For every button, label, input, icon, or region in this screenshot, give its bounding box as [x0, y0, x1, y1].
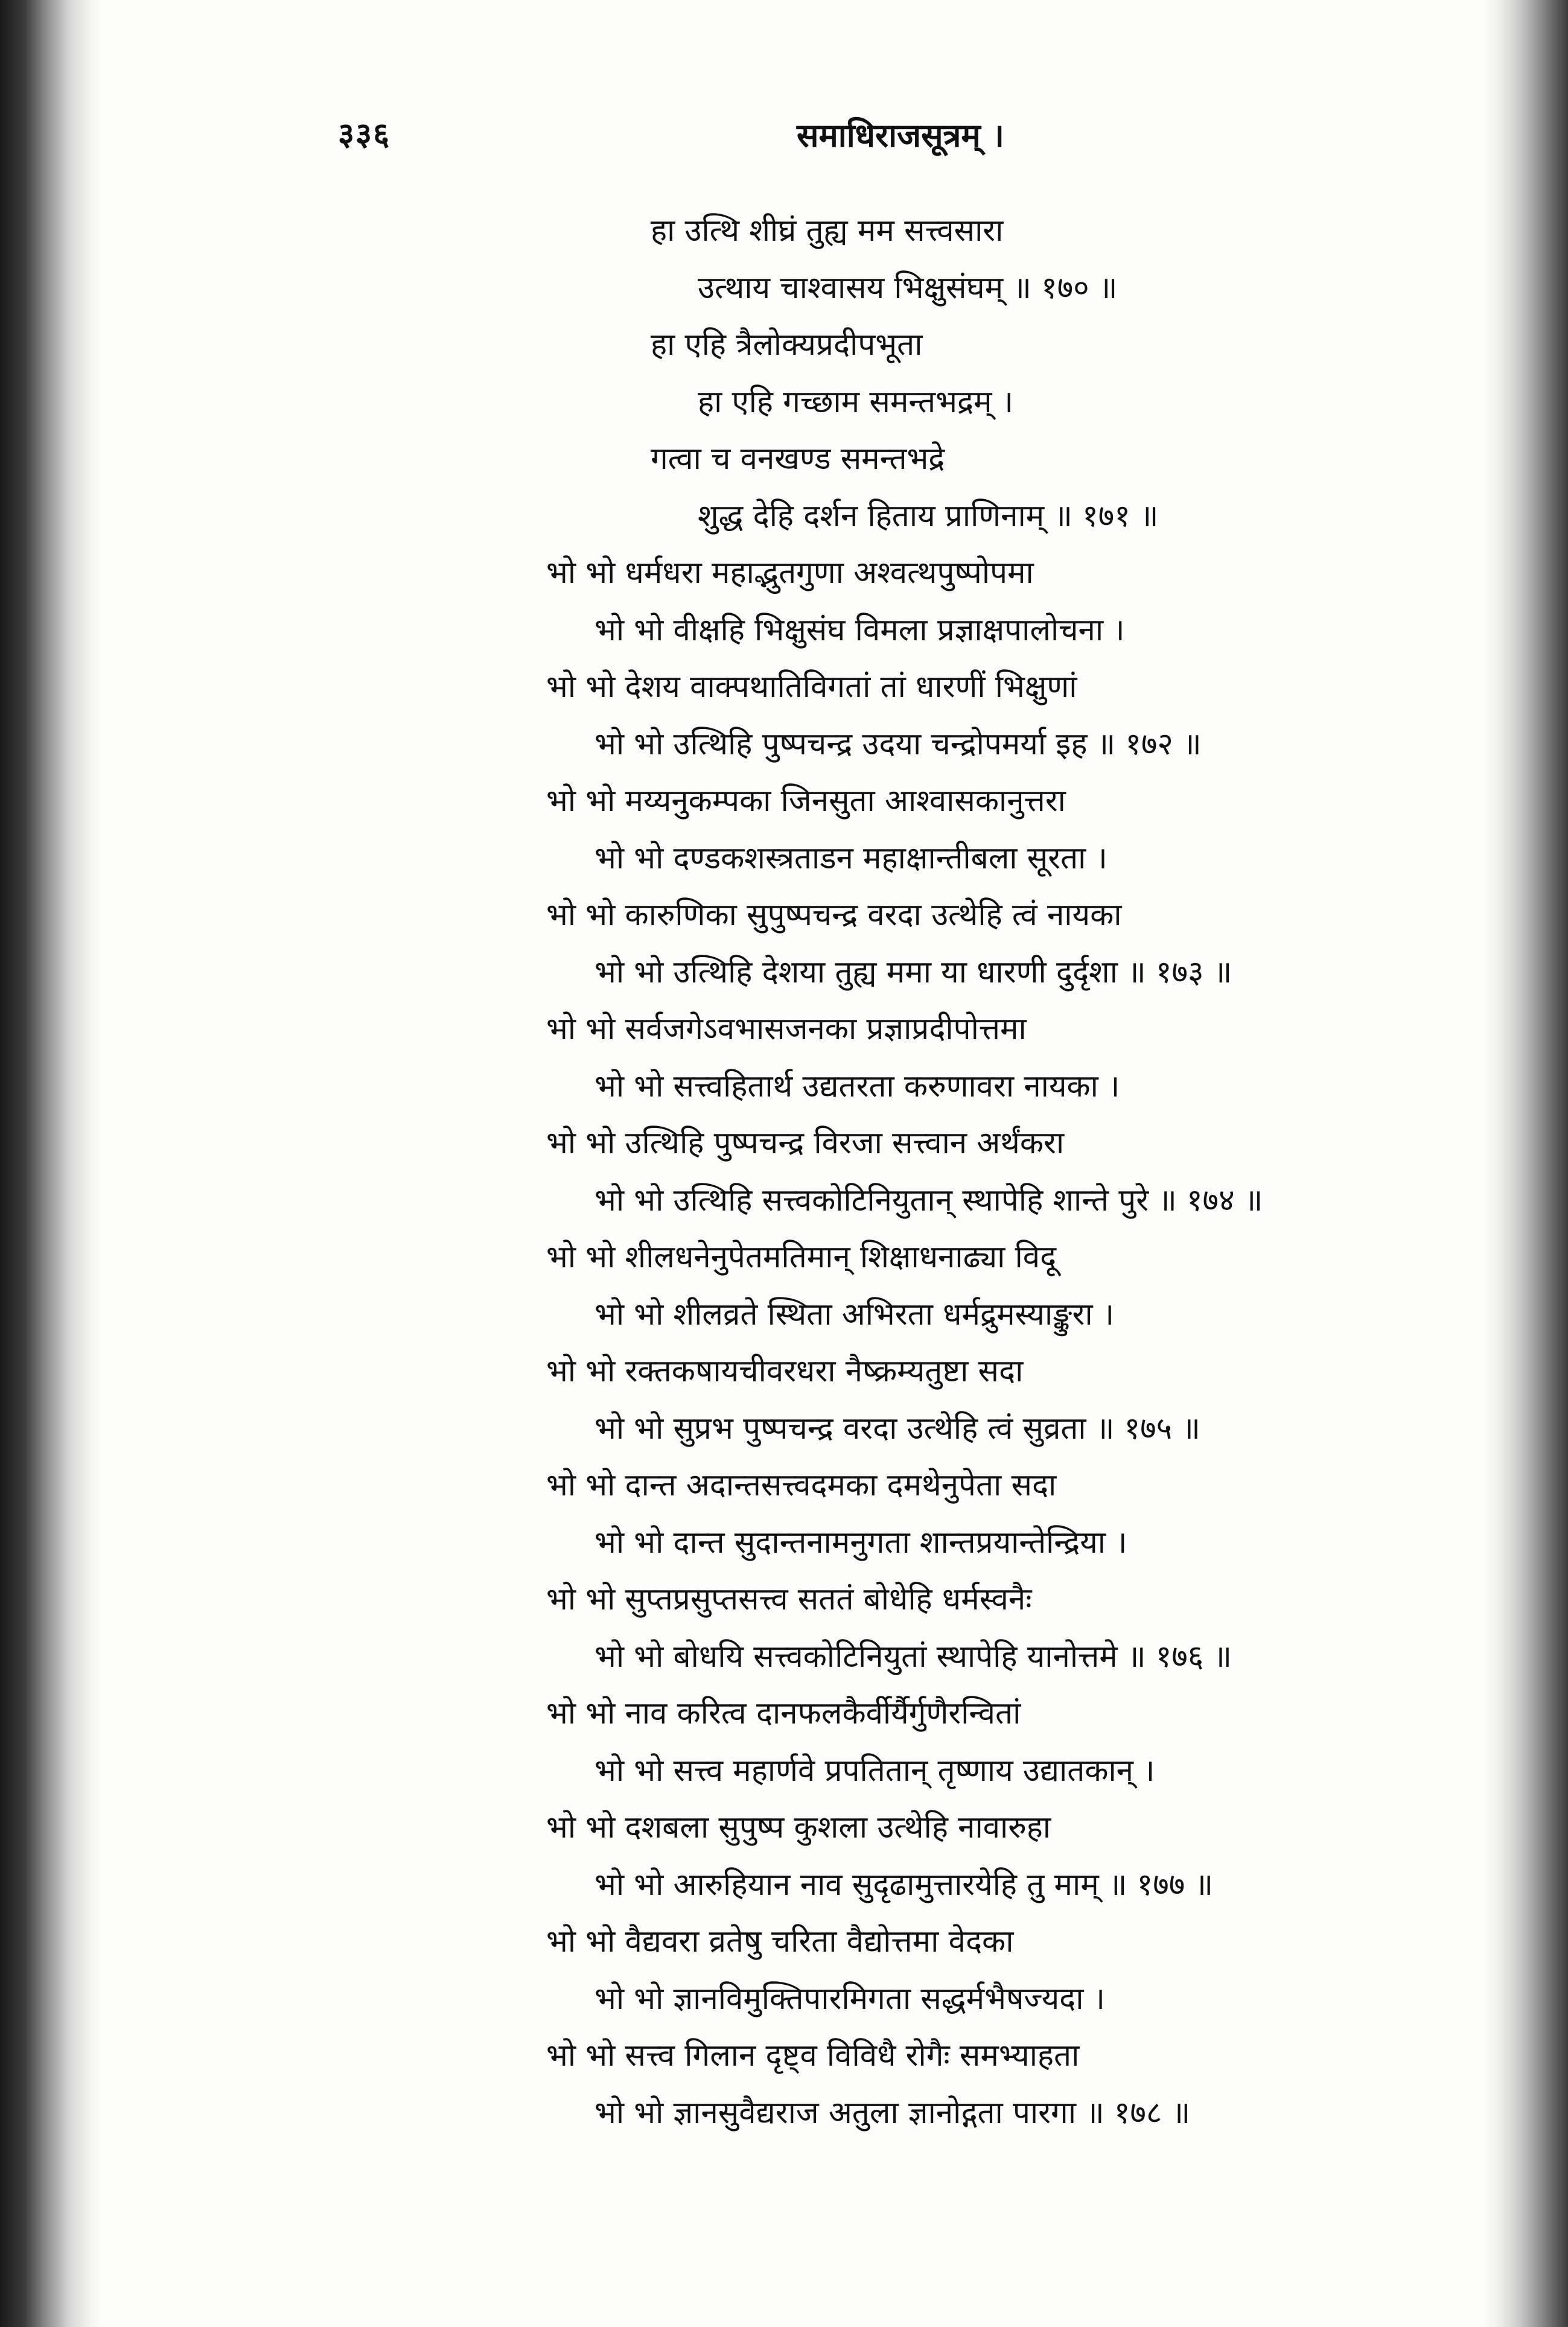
verse-line: भो भो उत्थिहि देशया तुह्य ममा या धारणी दुर्दृशा ॥ १७३ ॥	[594, 955, 1232, 990]
verse-line: हा एहि गच्छाम समन्तभद्रम् ।	[698, 384, 1014, 420]
verse-line: भो भो उत्थिहि पुष्पचन्द्र उदया चन्द्रोपमर्या इह ॥ १७२ ॥	[594, 727, 1202, 762]
verse-line: भो भो देशय वाक्पथातिविगतां तां धारणीं भिक्षुणां	[546, 669, 1077, 705]
verse-line: भो भो बोधयि सत्त्वकोटिनियुतां स्थापेहि यानोत्तमे ॥ १७६ ॥	[594, 1639, 1232, 1675]
verse-line: भो भो उत्थिहि पुष्पचन्द्र विरजा सत्त्वान अर्थंकरा	[546, 1125, 1065, 1161]
page-number: ३३६	[338, 116, 391, 153]
verse-line: भो भो सत्त्वहितार्थ उद्यतरता करुणावरा नायका ।	[594, 1069, 1120, 1104]
verse-line: हा एहि त्रैलोक्यप्रदीपभूता	[651, 327, 923, 363]
verse-line: भो भो रक्तकषायचीवरधरा नैष्क्रम्यतुष्टा सदा	[546, 1354, 1024, 1389]
verse-line: भो भो दान्त अदान्तसत्त्वदमका दमथेनुपेता सदा	[546, 1468, 1057, 1503]
verse-line: भो भो सत्त्व महार्णवे प्रपतितान् तृष्णाय उद्यातकान् ।	[594, 1753, 1155, 1789]
verse-line: भो भो ज्ञानसुवैद्यराज अतुला ज्ञानोद्गता पारगा ॥ १७८ ॥	[594, 2095, 1191, 2131]
verse-line: भो भो शीलधनेनुपेतमतिमान् शिक्षाधनाढ्या विदू	[546, 1240, 1057, 1275]
verse-line: भो भो सत्त्व गिलान दृष्ट्व विविधै रोगैः समभ्याहता	[546, 2038, 1080, 2074]
verse-line: भो भो सर्वजगेऽवभासजनका प्रज्ञाप्रदीपोत्तमा	[546, 1011, 1027, 1047]
verse-line: भो भो सुप्तप्रसुप्तसत्त्व सततं बोधेहि धर्मस्वनैः	[546, 1582, 1032, 1617]
verse-line: भो भो नाव करित्व दानफलकैर्वीर्यैर्गुणैरन्वितां	[546, 1696, 1021, 1731]
verse-line: भो भो उत्थिहि सत्त्वकोटिनियुतान् स्थापेहि शान्ते पुरे ॥ १७४ ॥	[594, 1183, 1263, 1218]
verse-line: भो भो दशबला सुपुष्प कुशला उत्थेहि नावारुहा	[546, 1810, 1051, 1845]
running-title: समाधिराजसूत्रम् ।	[797, 116, 1004, 154]
verse-line: भो भो आरुहियान नाव सुदृढामुत्तारयेहि तु माम् ॥ १७७ ॥	[594, 1867, 1213, 1903]
verse-line: भो भो मय्यनुकम्पका जिनसुता आश्वासकानुत्तरा	[546, 783, 1066, 819]
verse-line: भो भो ज्ञानविमुक्तिपारमिगता सद्धर्मभैषज्यदा ।	[594, 1981, 1106, 2017]
verse-line: भो भो दान्त सुदान्तनामनुगता शान्तप्रयान्तेन्द्रिया ।	[594, 1525, 1127, 1561]
verse-line: भो भो सुप्रभ पुष्पचन्द्र वरदा उत्थेहि त्वं सुव्रता ॥ १७५ ॥	[594, 1411, 1200, 1447]
verse-line: उत्थाय चाश्वासय भिक्षुसंघम् ॥ १७० ॥	[698, 270, 1118, 306]
verse-line: भो भो धर्मधरा महाद्भुतगुणा अश्वत्थपुष्पोपमा	[546, 555, 1034, 591]
verse-line: भो भो वैद्यवरा व्रतेषु चरिता वैद्योत्तमा वेदका	[546, 1924, 1014, 1959]
verse-line: भो भो शीलव्रते स्थिता अभिरता धर्मद्रुमस्याङ्कुरा ।	[594, 1297, 1115, 1332]
verse-line: गत्वा च वनखण्ड समन्तभद्रे	[651, 441, 945, 477]
verse-line: भो भो वीक्षहि भिक्षुसंघ विमला प्रज्ञाक्षपालोचना ।	[594, 613, 1125, 648]
verse-line: शुद्ध देहि दर्शन हिताय प्राणिनाम् ॥ १७१ ॥	[698, 498, 1159, 534]
verse-line: भो भो कारुणिका सुपुष्पचन्द्र वरदा उत्थेहि त्वं नायका	[546, 897, 1122, 933]
verse-line: भो भो दण्डकशस्त्रताडन महाक्षान्तीबला सूरता ।	[594, 841, 1107, 876]
verse-line: हा उत्थि शीघ्रं तुह्य मम सत्त्वसारा	[651, 213, 1004, 249]
